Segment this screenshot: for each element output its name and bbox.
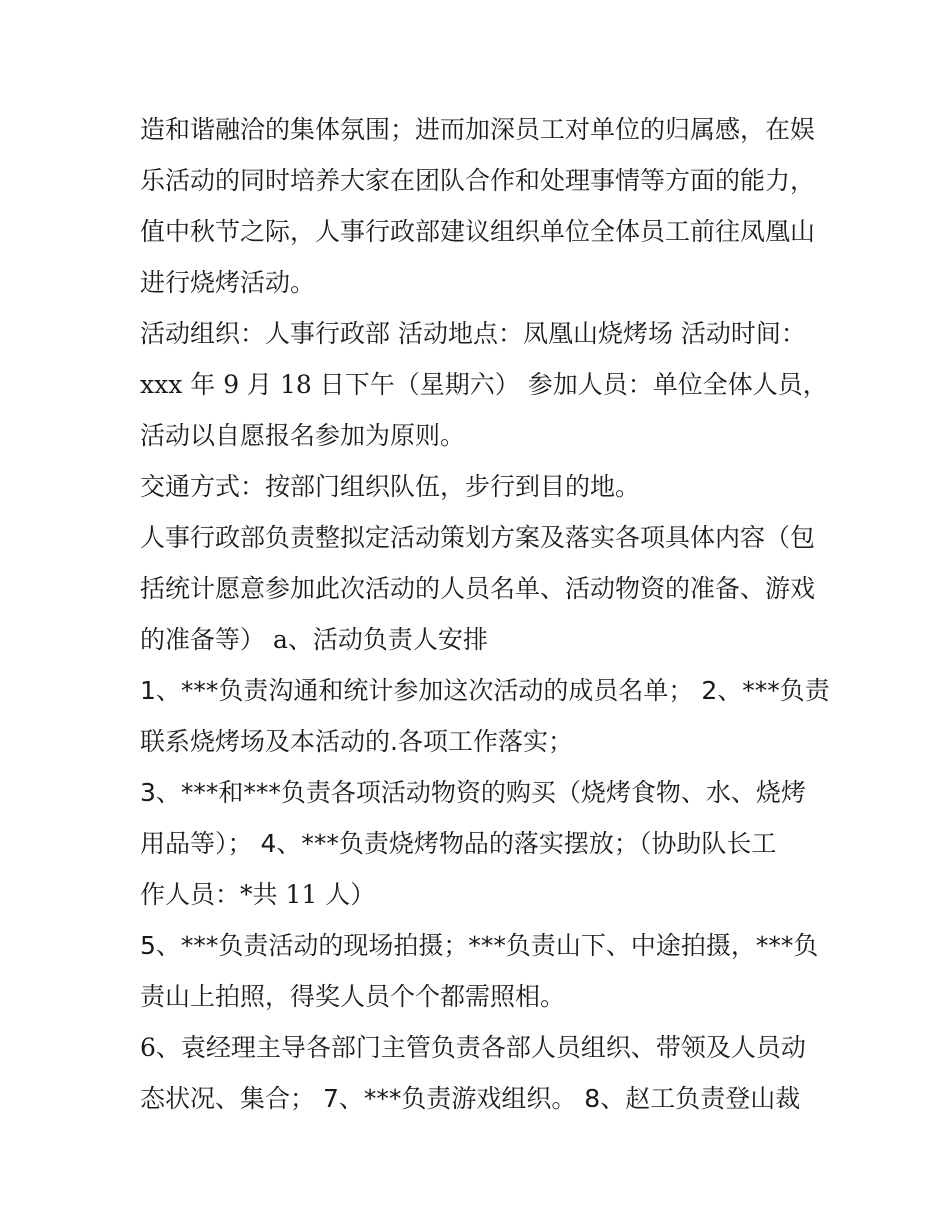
paragraph-line: 6、袁经理主导各部门主管负责各部人员组织、带领及人员动: [140, 1033, 806, 1062]
paragraph-line: 造和谐融洽的集体氛围；进而加深员工对单位的归属感，在娱: [140, 115, 816, 144]
paragraph-line: 1、***负责沟通和统计参加这次活动的成员名单； 2、***负责: [140, 676, 830, 705]
paragraph-line: 活动组织：人事行政部 活动地点：凤凰山烧烤场 活动时间：: [140, 319, 806, 348]
paragraph-line: 交通方式：按部门组织队伍，步行到目的地。: [140, 472, 641, 501]
paragraph-line: 的准备等） a、活动负责人安排: [140, 625, 488, 654]
paragraph-line: 活动以自愿报名参加为原则。: [140, 421, 466, 450]
paragraph-line: 责山上拍照，得奖人员个个都需照相。: [140, 982, 566, 1011]
paragraph-line: 3、***和***负责各项活动物资的购买（烧烤食物、水、烧烤: [140, 778, 806, 807]
paragraph-line: xxx 年 9 月 18 日下午（星期六） 参加人员：单位全体人员，: [140, 370, 828, 399]
paragraph-line: 5、***负责活动的现场拍摄；***负责山下、中途拍摄，***负: [140, 931, 819, 960]
paragraph-line: 人事行政部负责整拟定活动策划方案及落实各项具体内容（包: [140, 523, 816, 552]
paragraph-line: 值中秋节之际，人事行政部建议组织单位全体员工前往凤凰山: [140, 217, 816, 246]
paragraph-line: 作人员：*共 11 人）: [140, 880, 376, 909]
paragraph-line: 态状况、集合； 7、***负责游戏组织。 8、赵工负责登山裁: [140, 1084, 801, 1113]
paragraph-line: 用品等）； 4、***负责烧烤物品的落实摆放；（协助队长工: [140, 829, 777, 858]
paragraph-line: 联系烧烤场及本活动的.各项工作落实；: [140, 727, 573, 756]
paragraph-line: 乐活动的同时培养大家在团队合作和处理事情等方面的能力，: [140, 166, 816, 195]
paragraph-line: 进行烧烤活动。: [140, 268, 316, 297]
paragraph-line: 括统计愿意参加此次活动的人员名单、活动物资的准备、游戏: [140, 574, 816, 603]
